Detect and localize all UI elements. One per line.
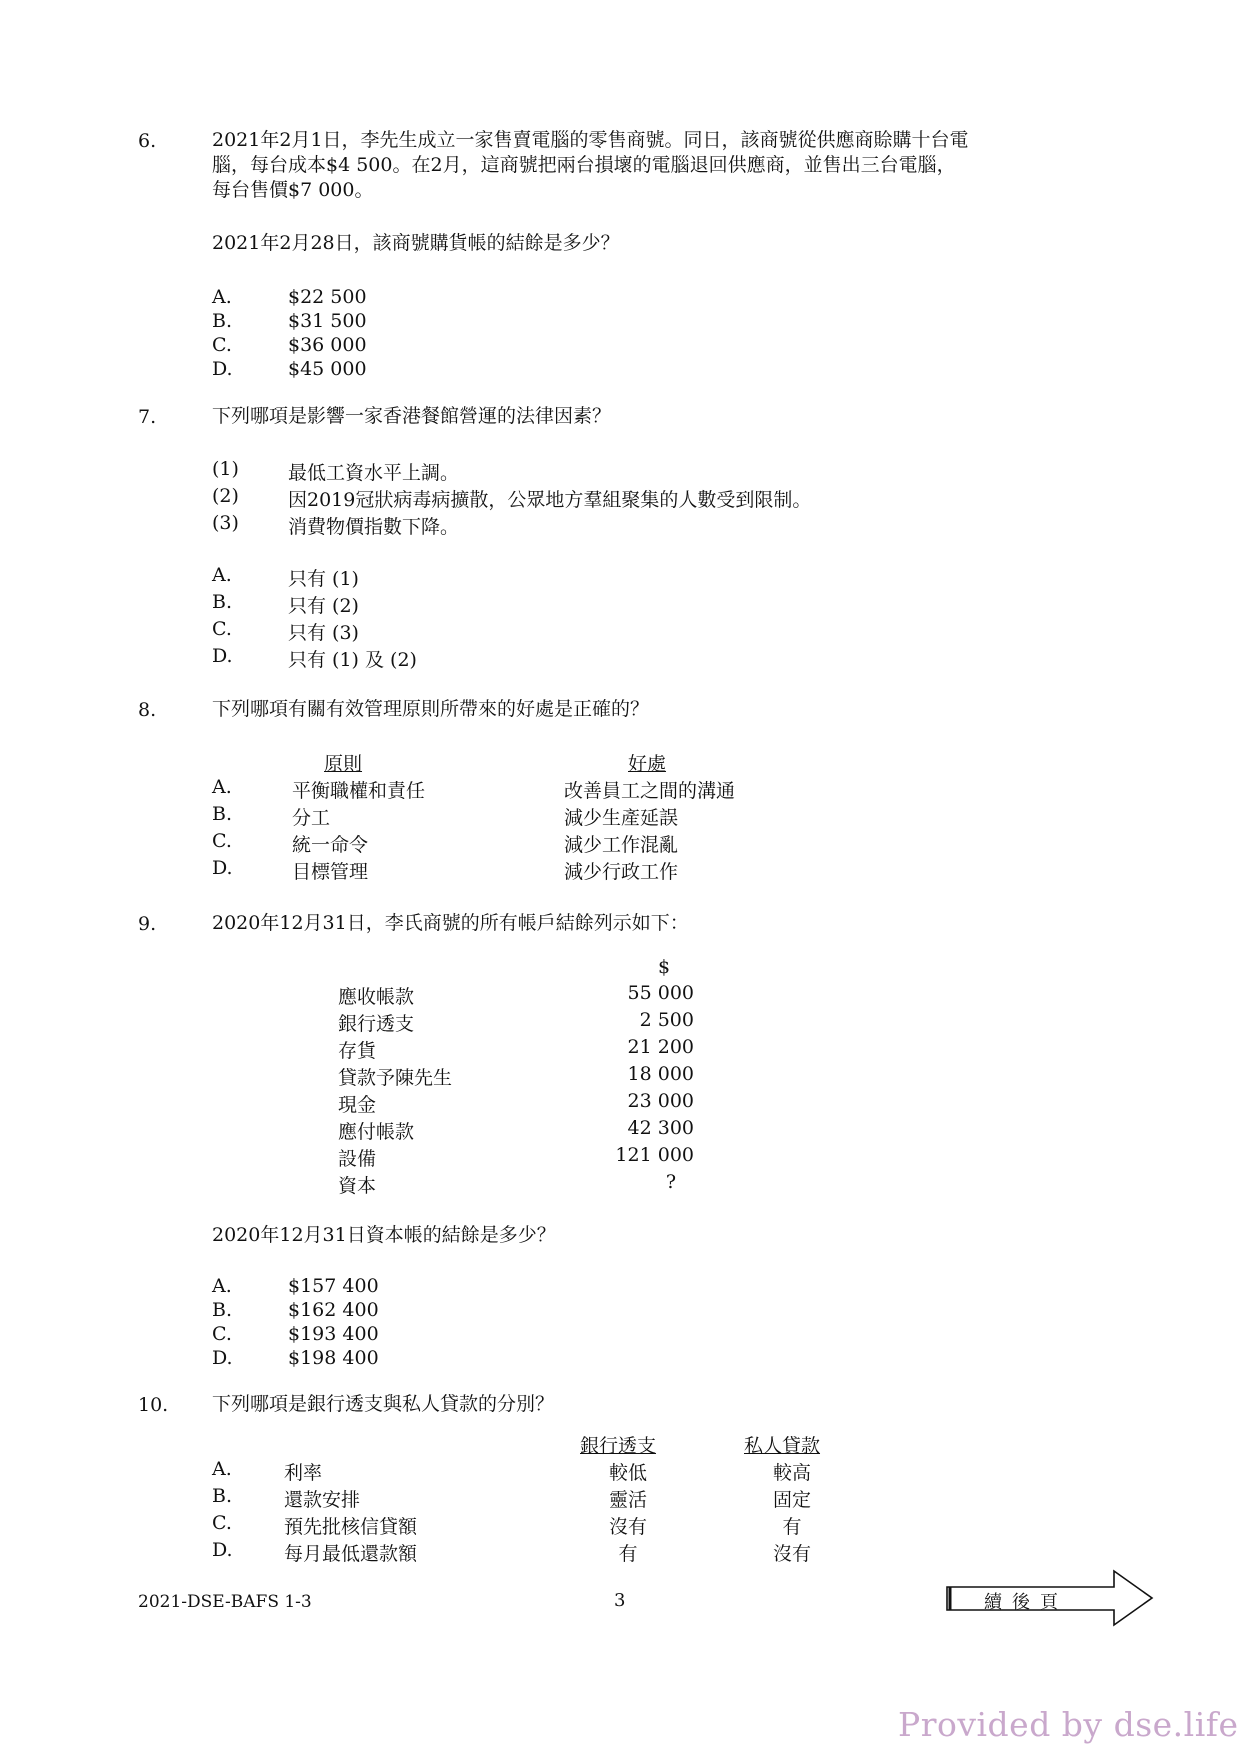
q8-option-letter: B. [212,803,233,825]
q9-account-label: 銀行透支 [338,1013,415,1035]
q9-stem: 2020年12月31日，李氏商號的所有帳戶結餘列示如下： [212,912,689,934]
q9-account-label: 應付帳款 [338,1121,415,1143]
q9-account-value: 23 000 [627,1090,694,1112]
q8-header-benefit: 好處 [628,753,667,775]
q6-option-letter: A. [212,286,232,308]
q10-option-personal-loan: 有 [782,1516,802,1538]
q8-stem: 下列哪項有關有效管理原則所帶來的好處是正確的？ [212,698,650,720]
q7-item-number: (3) [212,512,239,534]
q9-account-label: 貸款予陳先生 [338,1067,453,1089]
q7-option-text: 只有 (3) [288,622,359,644]
q6-question: 2021年2月28日，該商號購貨帳的結餘是多少？ [212,232,620,254]
q7-option-letter: B. [212,591,233,613]
q10-number: 10. [138,1394,169,1416]
q8-option-principle: 平衡職權和責任 [292,780,426,802]
q9-option-text: $162 400 [288,1299,379,1321]
q10-option-overdraft: 靈活 [608,1489,647,1511]
q6-stem-line2: 腦，每台成本$4 500。在2月，這商號把兩台損壞的電腦退回供應商，並售出三台電腦， [212,154,956,176]
q8-header-principle: 原則 [324,753,363,775]
q9-account-value: 18 000 [627,1063,694,1085]
q9-option-letter: C. [212,1323,232,1345]
q6-option-text: $31 500 [288,310,367,332]
q10-option-item: 還款安排 [284,1489,361,1511]
q7-option-text: 只有 (1) [288,568,359,590]
q7-item-text: 因2019冠狀病毒病擴散，公眾地方羣組聚集的人數受到限制。 [288,489,812,511]
q9-account-value: 55 000 [627,982,694,1004]
q7-option-text: 只有 (1) 及 (2) [288,649,417,671]
q6-option-letter: D. [212,358,233,380]
q10-option-item: 預先批核信貸額 [284,1516,418,1538]
q10-option-personal-loan: 固定 [772,1489,811,1511]
q9-account-label: 資本 [338,1175,377,1197]
q8-option-letter: A. [212,776,232,798]
q9-question: 2020年12月31日資本帳的結餘是多少？ [212,1224,556,1246]
q10-option-personal-loan: 較高 [772,1462,811,1484]
q9-account-value: 121 000 [615,1144,694,1166]
q10-stem: 下列哪項是銀行透支與私人貸款的分別？ [212,1393,555,1415]
q9-account-label: 應收帳款 [338,986,415,1008]
continue-label: 續後頁 [984,1592,1068,1613]
q8-option-benefit: 減少生產延誤 [564,807,679,829]
q10-option-overdraft: 沒有 [608,1516,647,1538]
q9-account-value: 21 200 [627,1036,694,1058]
q7-item-number: (2) [212,485,239,507]
q6-option-letter: B. [212,310,233,332]
q6-option-letter: C. [212,334,232,356]
q10-option-personal-loan: 沒有 [772,1543,811,1565]
q9-account-value: 42 300 [627,1117,694,1139]
q10-option-letter: D. [212,1539,233,1561]
q7-option-letter: A. [212,564,232,586]
q9-option-letter: A. [212,1275,232,1297]
q6-stem-line1: 2021年2月1日，李先生成立一家售賣電腦的零售商號。同日，該商號從供應商賒購十台電 [212,129,969,151]
q9-account-label: 設備 [338,1148,377,1170]
q7-option-letter: C. [212,618,232,640]
q9-account-value: 2 500 [639,1009,694,1031]
q8-option-principle: 統一命令 [292,834,369,856]
q7-item-text: 最低工資水平上調。 [288,462,460,484]
q7-item-text: 消費物價指數下降。 [288,516,460,538]
q9-currency-header: $ [657,956,671,978]
q7-item-number: (1) [212,458,239,480]
q10-header-overdraft: 銀行透支 [580,1435,657,1457]
q7-option-text: 只有 (2) [288,595,359,617]
q9-option-letter: D. [212,1347,233,1369]
q10-option-letter: B. [212,1485,233,1507]
q10-option-item: 每月最低還款額 [284,1543,418,1565]
page-number: 3 [614,1590,626,1611]
q8-option-principle: 分工 [292,807,331,829]
paper-code: 2021-DSE-BAFS 1-3 [138,1592,312,1612]
q9-option-text: $193 400 [288,1323,379,1345]
q9-number: 9. [138,913,157,935]
q6-option-text: $45 000 [288,358,367,380]
q9-option-text: $198 400 [288,1347,379,1369]
q10-option-item: 利率 [284,1462,323,1484]
q7-option-letter: D. [212,645,233,667]
q8-option-letter: C. [212,830,232,852]
q7-stem: 下列哪項是影響一家香港餐館營運的法律因素？ [212,405,612,427]
q10-option-overdraft: 較低 [608,1462,647,1484]
q8-option-benefit: 減少行政工作 [564,861,679,883]
q8-option-principle: 目標管理 [292,861,369,883]
q9-account-value: ? [665,1171,676,1193]
q8-option-letter: D. [212,857,233,879]
q6-option-text: $36 000 [288,334,367,356]
q7-number: 7. [138,406,157,428]
q8-option-benefit: 改善員工之間的溝通 [564,780,736,802]
q9-option-letter: B. [212,1299,233,1321]
q6-number: 6. [138,130,157,152]
q6-stem-line3: 每台售價$7 000。 [212,179,374,201]
q10-header-personal-loan: 私人貸款 [744,1435,821,1457]
q9-option-text: $157 400 [288,1275,379,1297]
q9-account-label: 存貨 [338,1040,377,1062]
q10-option-letter: A. [212,1458,232,1480]
q10-option-letter: C. [212,1512,232,1534]
q10-option-overdraft: 有 [618,1543,638,1565]
watermark: Provided by dse.life [898,1705,1239,1744]
q6-option-text: $22 500 [288,286,367,308]
q8-number: 8. [138,699,157,721]
q9-account-label: 現金 [338,1094,377,1116]
q8-option-benefit: 減少工作混亂 [564,834,679,856]
